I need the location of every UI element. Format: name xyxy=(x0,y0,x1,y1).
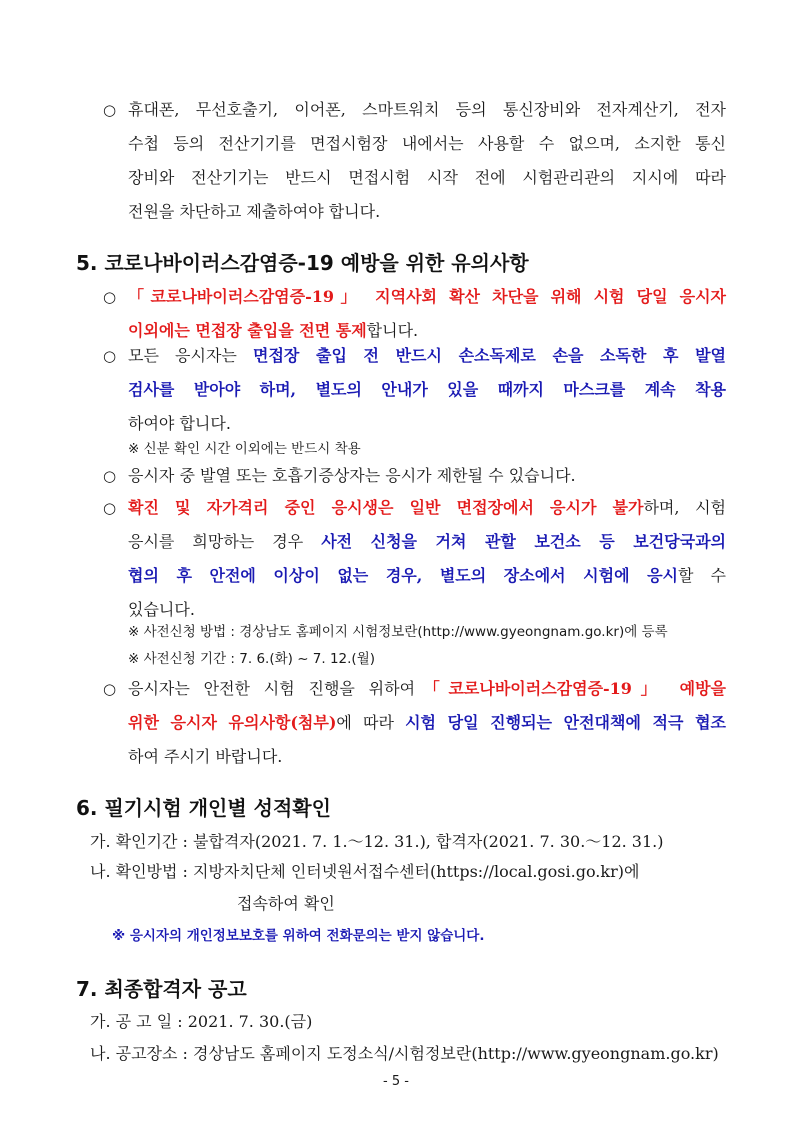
s5-b5-line-1-pre: 응시자는 안전한 시험 진행을 위하여 xyxy=(128,679,416,698)
s7-ga: 가. 공 고 일 : 2021. 7. 30.(금) xyxy=(90,1012,313,1031)
s5-bullet-3 xyxy=(104,459,726,493)
s6-na: 나. 확인방법 : 지방자치단체 인터넷원서접수센터(https://local.gosi.go.kr)에 xyxy=(90,862,640,881)
s5-b4-line-2-pre: 응시를 희망하는 경우 xyxy=(128,532,322,551)
s5-b2-line-1-highlight: 면접장 출입 전 반드시 손소독제로 손을 소독한 후 발열 xyxy=(253,346,726,365)
s5-b1-line-2-highlight: 이외에는 면접장 출입을 전면 통제 xyxy=(128,321,367,340)
s5-b4-line-3-highlight: 협의 후 안전에 이상이 없는 경우, 별도의 장소에서 시험에 응시 xyxy=(128,566,679,585)
s6-ga: 가. 확인기간 : 불합격자(2021. 7. 1.～12. 31.), 합격자(2021. 7. 30.～12. 31.) xyxy=(90,832,664,851)
s5-b5-line-2-mid: 에 따라 xyxy=(336,713,406,732)
s5-b1-line-2-tail: 합니다. xyxy=(366,321,419,340)
intro-line-3: 장비와 전산기기는 반드시 면접시험 시작 전에 시험관리관의 지시에 따라 xyxy=(128,168,726,187)
s5-b4-line-2-highlight: 사전 신청을 거쳐 관할 보건소 등 보건당국과의 xyxy=(321,532,726,551)
s5-b2-line-1-pre: 모든 응시자는 xyxy=(128,346,254,365)
bullet-mark: ○ xyxy=(103,499,117,517)
s5-b2-line-2: 검사를 받아야 하며, 별도의 안내가 있을 때까지 마스크를 계속 착용 xyxy=(128,380,726,399)
intro-line-2: 수첩 등의 전산기기를 면접시험장 내에서는 사용할 수 없으며, 소지한 통신 xyxy=(128,134,726,153)
intro-bullet xyxy=(104,93,726,229)
s5-b4-line-1-tail: 하며, 시험 xyxy=(643,498,726,517)
s5-b3-line-1: 응시자 중 발열 또는 호흡기증상자는 응시가 제한될 수 있습니다. xyxy=(128,466,576,485)
s5-b2-line-3: 하여야 합니다. xyxy=(128,414,231,433)
bullet-mark: ○ xyxy=(103,467,117,485)
s6-na-2: 접속하여 확인 xyxy=(237,894,335,913)
s5-b5-line-3: 하여 주시기 바랍니다. xyxy=(128,747,283,766)
s5-b4-line-4: 있습니다. xyxy=(128,600,195,619)
section-5-heading: 5. 코로나바이러스감염증-19 예방을 위한 유의사항 xyxy=(76,251,529,275)
s5-note-2: ※ 사전신청 방법 : 경상남도 홈페이지 시험정보란(http://www.gyeongnam.go.kr)에 등록 xyxy=(128,624,668,640)
intro-line-1: 휴대폰, 무선호출기, 이어폰, 스마트워치 등의 통신장비와 전자계산기, 전자 xyxy=(128,100,726,119)
s7-na: 나. 공고장소 : 경상남도 홈페이지 도정소식/시험정보란(http://www.gyeongnam.go.kr) xyxy=(90,1044,719,1063)
section-6-heading: 6. 필기시험 개인별 성적확인 xyxy=(76,796,331,820)
s5-bullet-2 xyxy=(104,339,726,441)
s5-b4-line-3-tail: 할 수 xyxy=(678,566,727,585)
s5-note-3: ※ 사전신청 기간 : 7. 6.(화) ~ 7. 12.(월) xyxy=(128,651,376,667)
s6-warning: ※ 응시자의 개인정보보호를 위하여 전화문의는 받지 않습니다. xyxy=(112,928,485,944)
s5-b5-line-2-blue: 시험 당일 진행되는 안전대책에 적극 협조 xyxy=(405,713,726,732)
bullet-mark: ○ xyxy=(103,680,117,698)
intro-line-4: 전원을 차단하고 제출하여야 합니다. xyxy=(128,202,381,221)
section-7-heading: 7. 최종합격자 공고 xyxy=(76,977,247,1001)
s5-bullet-4 xyxy=(104,491,726,627)
bullet-mark: ○ xyxy=(103,347,117,365)
s5-b5-line-1-highlight: 「코로나바이러스감염증-19」 예방을 xyxy=(415,679,727,698)
s5-bullet-5 xyxy=(104,672,726,774)
s5-bullet-1 xyxy=(104,280,726,348)
s5-b4-line-1-highlight: 확진 및 자가격리 중인 응시생은 일반 면접장에서 응시가 불가 xyxy=(128,498,644,517)
page-number: - 5 - xyxy=(383,1074,409,1089)
s5-b1-line-1: 「코로나바이러스감염증-19」 지역사회 확산 차단을 위해 시험 당일 응시자 xyxy=(128,287,726,306)
bullet-mark: ○ xyxy=(103,101,117,119)
s5-note-1: ※ 신분 확인 시간 이외에는 반드시 착용 xyxy=(128,441,361,457)
s5-b5-line-2-highlight: 위한 응시자 유의사항(첨부) xyxy=(128,713,337,732)
bullet-mark: ○ xyxy=(103,288,117,306)
